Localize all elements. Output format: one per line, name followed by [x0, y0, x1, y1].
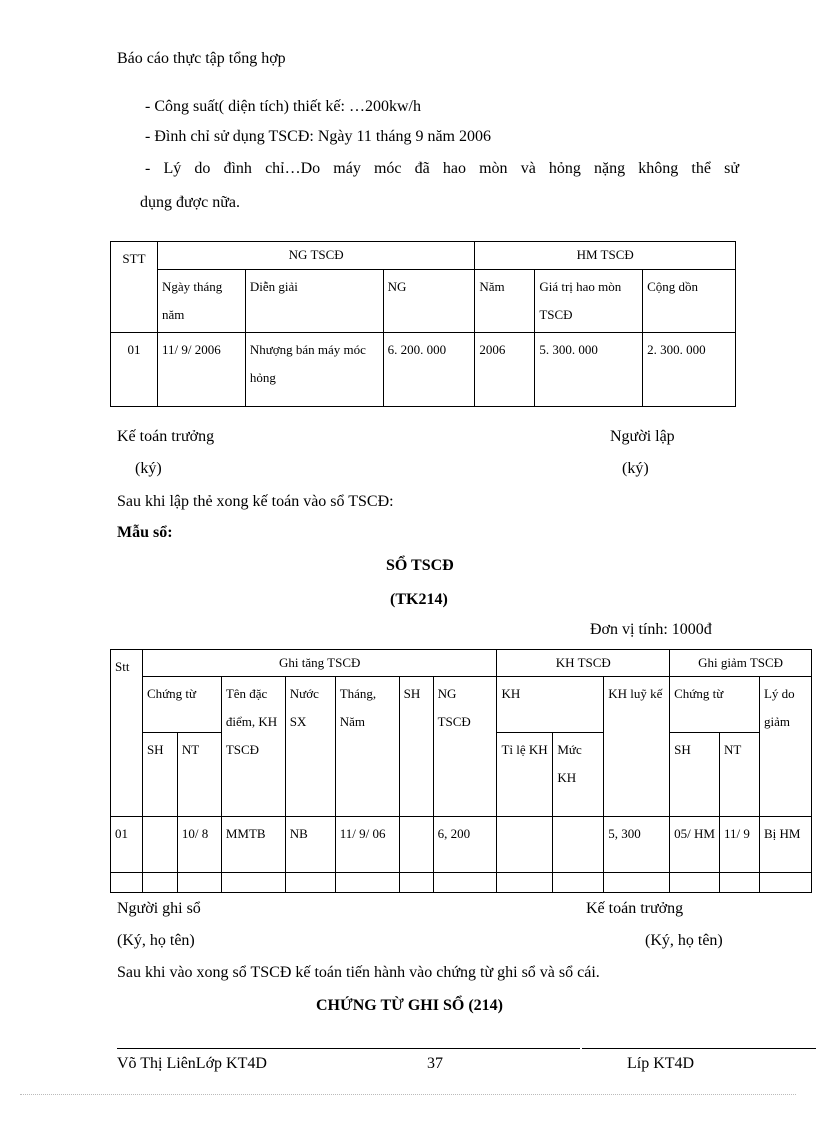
cell-level — [553, 817, 604, 873]
cell-reason: Bị HM — [759, 817, 811, 873]
empty-cell — [399, 873, 433, 893]
cell-stt: 01 — [111, 817, 143, 873]
header-ng-value: NG — [383, 270, 475, 333]
suspension-date-line: - Đình chỉ sử dụng TSCĐ: Ngày 11 tháng 9 năm 2006 — [145, 128, 491, 145]
empty-cell — [285, 873, 335, 893]
header-ng: NG TSCĐ — [433, 677, 497, 817]
empty-cell — [497, 873, 553, 893]
sign1-right-title: Người lập — [610, 428, 675, 445]
header-decrease: Ghi giảm TSCĐ — [670, 650, 812, 677]
header-date: Ngày tháng năm — [157, 270, 245, 333]
header-month-year: Tháng, Năm — [335, 677, 399, 817]
empty-cell — [604, 873, 670, 893]
page-bottom-border — [20, 1094, 796, 1095]
header-doc-sh: SH — [142, 733, 177, 817]
header-document: Chứng từ — [142, 677, 221, 733]
header-kh-sub: KH — [497, 677, 604, 733]
header-reason: Lý do giảm — [759, 677, 811, 817]
header-description: Diễn giải — [245, 270, 383, 333]
cell-sh — [399, 817, 433, 873]
header-title: Báo cáo thực tập tổng hợp — [117, 50, 286, 67]
book-title: SỔ TSCĐ — [386, 557, 454, 574]
header-hm-tscd: HM TSCĐ — [475, 242, 736, 270]
sign1-right-sub: (ký) — [622, 460, 649, 477]
empty-cell — [142, 873, 177, 893]
header-year: Năm — [475, 270, 535, 333]
header-asset-name: Tên đặc điểm, KH TSCĐ — [221, 677, 285, 817]
sample-label: Mẫu sổ: — [117, 524, 173, 541]
empty-cell — [433, 873, 497, 893]
book-code: (TK214) — [390, 591, 448, 608]
empty-cell — [335, 873, 399, 893]
cell-date: 11/ 9/ 2006 — [157, 333, 245, 407]
cell-doc-sh — [142, 817, 177, 873]
header-increase: Ghi tăng TSCĐ — [142, 650, 497, 677]
header-sh: SH — [399, 677, 433, 817]
sign2-left-sub: (Ký, họ tên) — [117, 932, 195, 949]
empty-cell — [111, 873, 143, 893]
sign2-left-title: Người ghi sổ — [117, 900, 201, 917]
header-hm-value: Giá trị hao mòn TSCĐ — [535, 270, 643, 333]
capacity-line: - Công suất( diện tích) thiết kế: …200kw/h — [145, 98, 421, 115]
cell-stt: 01 — [111, 333, 158, 407]
cell-dec-sh: 05/ HM — [670, 817, 720, 873]
after-book-text: Sau khi vào xong sổ TSCĐ kế toán tiến hành vào chứng từ ghi sổ và sổ cái. — [117, 964, 600, 981]
header-dec-nt: NT — [720, 733, 760, 817]
cell-hm-value: 5. 300. 000 — [535, 333, 643, 407]
cell-cumulative: 2. 300. 000 — [643, 333, 736, 407]
cell-country: NB — [285, 817, 335, 873]
footer-rule-left — [117, 1048, 580, 1049]
cell-kh-cumulative: 5, 300 — [604, 817, 670, 873]
asset-book-table — [110, 649, 812, 893]
voucher-title: CHỨNG TỪ GHI SỔ (214) — [316, 997, 503, 1014]
header-document-dec: Chứng từ — [670, 677, 760, 733]
header-cumulative: Cộng dồn — [643, 270, 736, 333]
suspension-reason-cont: dụng được nữa. — [140, 194, 241, 211]
header-dec-sh: SH — [670, 733, 720, 817]
after-card-text: Sau khi lập thẻ xong kế toán vào sổ TSCĐ: — [117, 493, 394, 510]
footer-class: Líp KT4D — [627, 1055, 695, 1072]
header-stt: STT — [111, 242, 158, 333]
cell-description: Nhượng bán máy móc hỏng — [245, 333, 383, 407]
header-stt: Stt — [111, 650, 143, 817]
suspension-reason-line: - Lý do đình chỉ…Do máy móc đã hao mòn và hỏng nặng không thể sử — [145, 160, 739, 177]
empty-cell — [177, 873, 221, 893]
empty-cell — [670, 873, 720, 893]
empty-cell — [221, 873, 285, 893]
empty-cell — [759, 873, 811, 893]
sign1-left-title: Kế toán trưởng — [117, 428, 215, 445]
footer-page-number: 37 — [427, 1055, 443, 1072]
footer-author: Võ Thị LiênLớp KT4D — [117, 1055, 267, 1072]
cell-rate — [497, 817, 553, 873]
header-depreciation: KH TSCĐ — [497, 650, 670, 677]
cell-month-year: 11/ 9/ 06 — [335, 817, 399, 873]
empty-cell — [553, 873, 604, 893]
empty-cell — [720, 873, 760, 893]
cell-year: 2006 — [475, 333, 535, 407]
header-country: Nước SX — [285, 677, 335, 817]
sign1-left-sub: (ký) — [135, 460, 162, 477]
header-rate: Tỉ lệ KH — [497, 733, 553, 817]
sign2-right-title: Kế toán trưởng — [586, 900, 684, 917]
cell-ng: 6, 200 — [433, 817, 497, 873]
cell-dec-nt: 11/ 9 — [720, 817, 760, 873]
cell-asset-name: MMTB — [221, 817, 285, 873]
header-level: Mức KH — [553, 733, 604, 817]
sign2-right-sub: (Ký, họ tên) — [645, 932, 723, 949]
header-kh-cumulative: KH luỹ kế — [604, 677, 670, 817]
header-doc-nt: NT — [177, 733, 221, 817]
unit-label: Đơn vị tính: 1000đ — [590, 621, 712, 638]
asset-card-table — [110, 241, 736, 407]
header-ng-tscd: NG TSCĐ — [157, 242, 474, 270]
footer-rule-right — [582, 1048, 816, 1049]
cell-doc-nt: 10/ 8 — [177, 817, 221, 873]
cell-ng-value: 6. 200. 000 — [383, 333, 475, 407]
